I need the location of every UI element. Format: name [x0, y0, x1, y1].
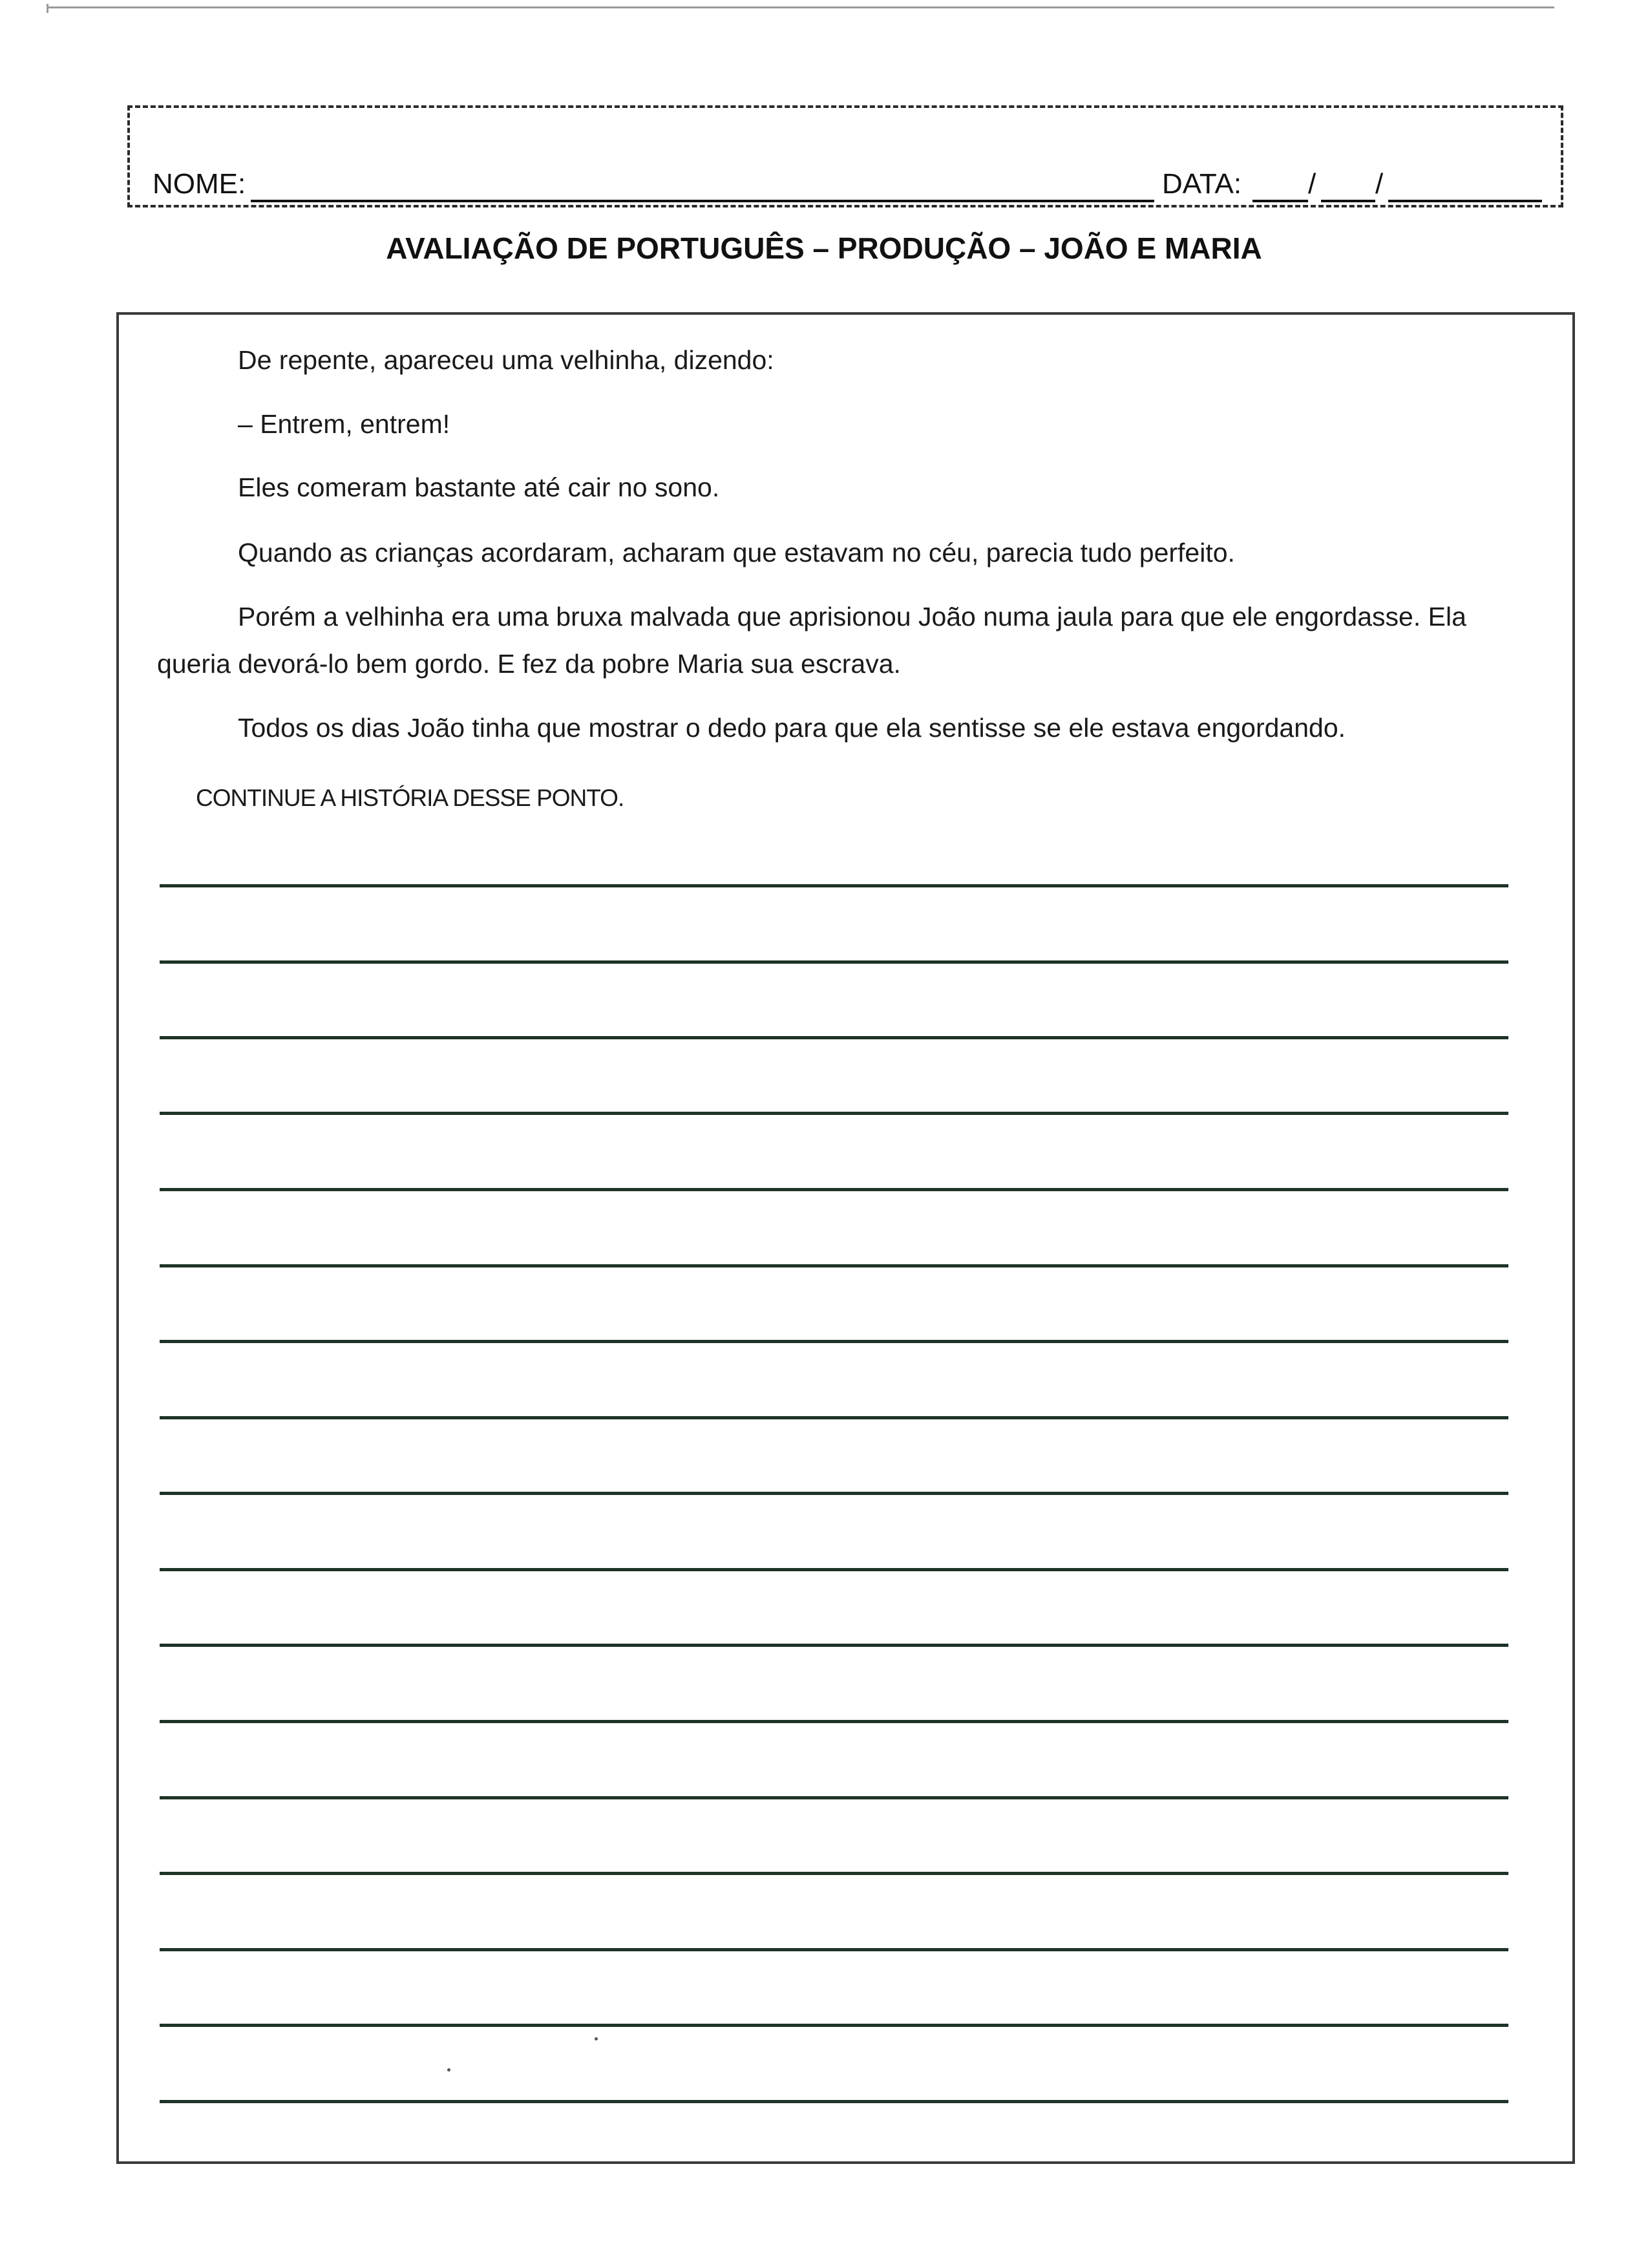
- name-field[interactable]: [251, 200, 1154, 202]
- writing-line[interactable]: [160, 1492, 1508, 1495]
- date-year-field[interactable]: [1388, 200, 1542, 202]
- writing-line[interactable]: [160, 884, 1508, 887]
- story-paragraph: De repente, apareceu uma velhinha, dizendo:: [238, 345, 774, 375]
- scan-speck: [447, 2068, 450, 2072]
- scan-edge-line: [48, 6, 1554, 8]
- date-separator-2: /: [1375, 168, 1384, 200]
- date-label: DATA:: [1162, 168, 1242, 200]
- writing-line[interactable]: [160, 1112, 1508, 1115]
- writing-line[interactable]: [160, 1872, 1508, 1875]
- story-paragraph: Eles comeram bastante até cair no sono.: [238, 472, 720, 502]
- writing-line[interactable]: [160, 1416, 1508, 1419]
- writing-line[interactable]: [160, 1036, 1508, 1039]
- writing-line[interactable]: [160, 1568, 1508, 1571]
- instruction-text: CONTINUE A HISTÓRIA DESSE PONTO.: [196, 785, 624, 811]
- writing-line[interactable]: [160, 2100, 1508, 2103]
- date-separator-1: /: [1308, 168, 1316, 200]
- story-paragraph: Todos os dias João tinha que mostrar o dedo para que ela sentisse se ele estava engordando.: [238, 713, 1346, 743]
- date-day-field[interactable]: [1252, 200, 1308, 202]
- writing-line[interactable]: [160, 1264, 1508, 1267]
- writing-line[interactable]: [160, 1340, 1508, 1343]
- scan-corner-mark: [47, 4, 48, 13]
- writing-line[interactable]: [160, 1188, 1508, 1191]
- writing-line[interactable]: [160, 960, 1508, 964]
- writing-line[interactable]: [160, 1948, 1508, 1951]
- header-box: [127, 105, 1563, 207]
- story-paragraph: Porém a velhinha era uma bruxa malvada que aprisionou João numa jaula para que ele engordasse. Ela queria devorá-lo bem gordo. E fez da pobre Maria sua escrava.: [157, 602, 1466, 679]
- story-paragraph: – Entrem, entrem!: [238, 409, 450, 439]
- date-month-field[interactable]: [1321, 200, 1375, 202]
- writing-line[interactable]: [160, 1644, 1508, 1647]
- writing-line[interactable]: [160, 2024, 1508, 2027]
- writing-line[interactable]: [160, 1720, 1508, 1723]
- writing-line[interactable]: [160, 1796, 1508, 1799]
- name-label: NOME:: [153, 168, 246, 200]
- story-box: [116, 312, 1575, 2164]
- story-paragraph: Quando as crianças acordaram, acharam que estavam no céu, parecia tudo perfeito.: [238, 538, 1235, 567]
- scan-speck: [595, 2037, 598, 2040]
- page-title: AVALIAÇÃO DE PORTUGUÊS – PRODUÇÃO – JOÃO E MARIA: [386, 231, 1262, 265]
